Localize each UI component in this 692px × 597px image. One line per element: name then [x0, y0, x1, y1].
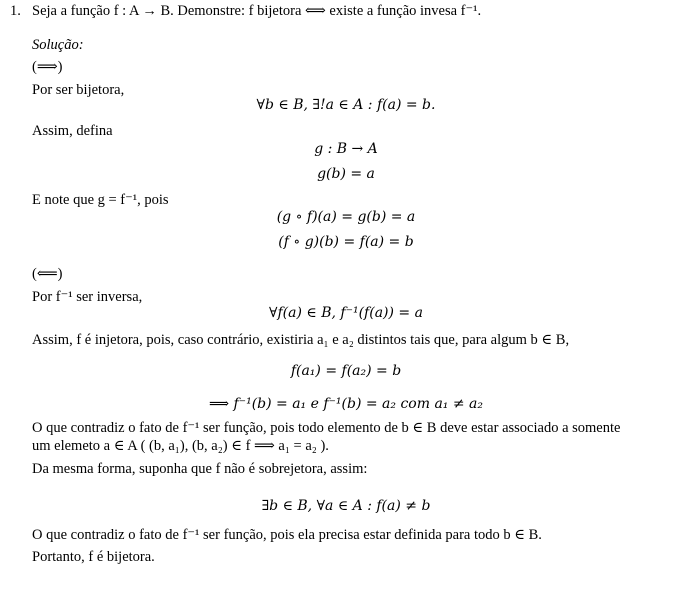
part-backward-label: (⟸): [32, 266, 63, 282]
injective-equation-1: f(a₁) = f(a₂) = b: [290, 363, 402, 379]
surjective-equation: ∃b ∈ B, ∀a ∈ A : f(a) ≠ b: [261, 498, 431, 514]
solution-label: Solução:: [32, 37, 84, 53]
part-forward-label: (⟹): [32, 59, 63, 75]
contradiction-1-line-2: um elemeto a ∈ A ( (b, a₁), (b, a₂) ∈ f ⟹ a₁ = a₂ ).: [32, 438, 329, 454]
surjective-text: Da mesma forma, suponha que f não é sobrejetora, assim:: [32, 461, 368, 477]
problem-statement: Seja a função f : A → B. Demonstre: f bijetora ⟺ existe a função invesa f⁻¹.: [32, 3, 482, 19]
define-equation-2: g(b) = a: [317, 166, 375, 182]
contradiction-2: O que contradiz o fato de f⁻¹ ser função, pois ela precisa estar definida para todo b ∈ B.: [32, 527, 542, 543]
backward-equation: ∀f(a) ∈ B, f⁻¹(f(a)) = a: [269, 305, 423, 321]
backward-intro: Por f⁻¹ ser inversa,: [32, 289, 143, 305]
injective-equation-2: ⟹ f⁻¹(b) = a₁ e f⁻¹(b) = a₂ com a₁ ≠ a₂: [208, 396, 484, 412]
note-text: E note que g = f⁻¹, pois: [32, 192, 169, 208]
define-text: Assim, defina: [32, 123, 113, 139]
forward-equation: ∀b ∈ B, ∃!a ∈ A : f(a) = b.: [256, 97, 436, 113]
note-equation-1: (g ∘ f)(a) = g(b) = a: [276, 209, 416, 225]
injective-text: Assim, f é injetora, pois, caso contrário, existiria a₁ e a₂ distintos tais que, para algum b ∈ B,: [32, 332, 570, 348]
contradiction-1-line-1: O que contradiz o fato de f⁻¹ ser função, pois todo elemento de b ∈ B deve estar associado a somente: [32, 420, 621, 436]
conclusion: Portanto, f é bijetora.: [32, 549, 155, 565]
item-number: 1.: [10, 3, 21, 19]
define-equation-1: g : B → A: [314, 141, 378, 157]
forward-intro: Por ser bijetora,: [32, 82, 125, 98]
note-equation-2: (f ∘ g)(b) = f(a) = b: [278, 234, 414, 250]
